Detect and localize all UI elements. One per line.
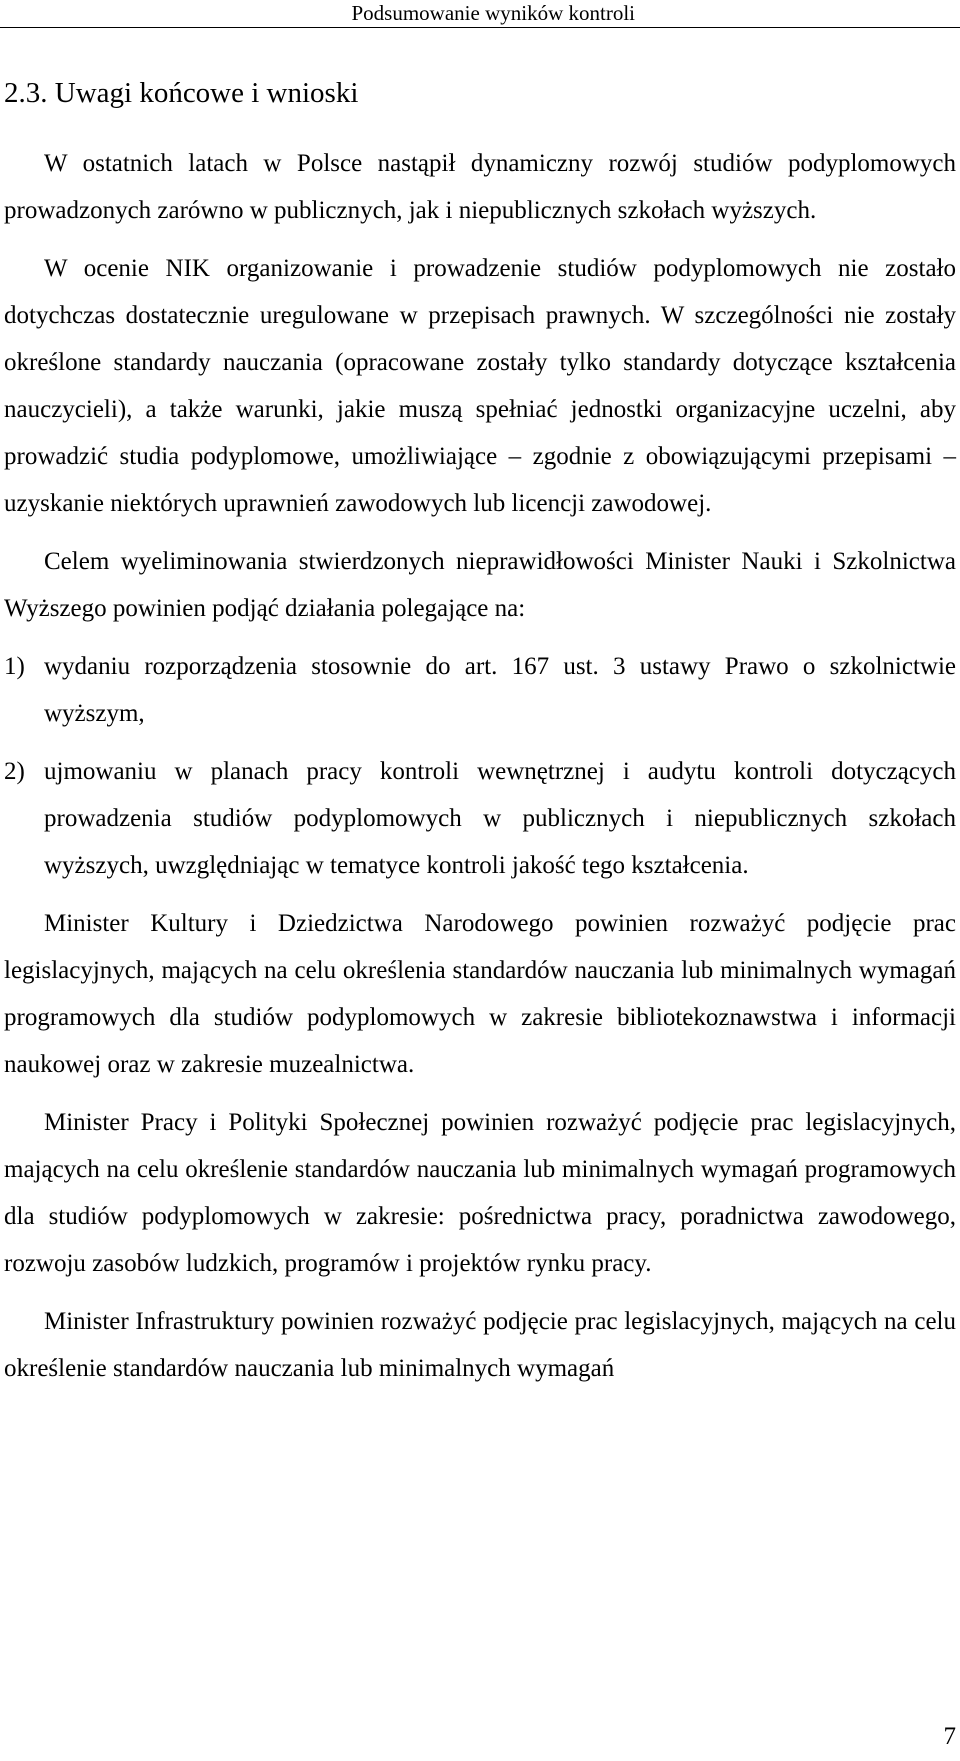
running-header (0, 0, 960, 28)
recommendation-text: ujmowaniu w planach pracy kontroli wewnętrznej i audytu kontroli dotyczących prowadzenia studiów podyplomowych w publicznych i niepublicznych szkołach wyższych, uwzględniając w tematyce kontroli jakość tego kształcenia. (44, 758, 956, 879)
paragraph-minister-culture: Minister Kultury i Dziedzictwa Narodowego powinien rozważyć podjęcie prac legislacyjnych, mających na celu określenia standardów nauczania lub minimalnych wymagań programowych dla studiów podyplomowych w zakresie bibliotekoznawstwa i informacji naukowej oraz w zakresie muzealnictwa. (4, 910, 956, 1078)
recommendation-number: 2) (4, 758, 25, 785)
recommendation-text: wydaniu rozporządzenia stosownie do art. 167 ust. 3 ustawy Prawo o szkolnictwie wyższym, (44, 653, 956, 727)
recommendation-item (4, 643, 956, 737)
paragraph-minister-infrastructure: Minister Infrastruktury powinien rozważyć podjęcie prac legislacyjnych, mających na celu określenie standardów nauczania lub minimalnych wymagań (4, 1308, 956, 1382)
paragraph-minister-labour: Minister Pracy i Polityki Społecznej powinien rozważyć podjęcie prac legislacyjnych, mających na celu określenie standardów nauczania lub minimalnych wymagań programowych dla studiów podyplomowych w zakresie: pośrednictwa pracy, poradnictwa zawodowego, rozwoju zasobów ludzkich, programów i projektów rynku pracy. (4, 1109, 956, 1277)
recommendations-list (4, 643, 956, 889)
paragraph-minister-science: Celem wyeliminowania stwierdzonych nieprawidłowości Minister Nauki i Szkolnictwa Wyższego powinien podjąć działania polegające na: (4, 548, 956, 622)
section-heading: 2.3. Uwagi końcowe i wnioski (4, 77, 359, 109)
recommendation-number: 1) (4, 653, 25, 680)
running-header-title: Podsumowanie wyników kontroli (351, 1, 635, 25)
paragraph-intro: W ostatnich latach w Polsce nastąpił dynamiczny rozwój studiów podyplomowych prowadzonych zarówno w publicznych, jak i niepublicznych szkołach wyższych. (4, 150, 956, 224)
recommendation-item (4, 748, 956, 889)
paragraph-nik-assessment: W ocenie NIK organizowanie i prowadzenie studiów podyplomowych nie zostało dotychczas dostatecznie uregulowane w przepisach prawnych. W szczególności nie zostały określone standardy nauczania (opracowane zostały tylko standardy dotyczące kształcenia nauczycieli), a także warunki, jakie muszą spełniać jednostki organizacyjne uczelni, aby prowadzić studia podyplomowe, umożliwiające – zgodnie z obowiązującymi przepisami – uzyskanie niektórych uprawnień zawodowych lub licencji zawodowej. (4, 255, 956, 517)
page-number: 7 (943, 1723, 956, 1750)
document-body (4, 140, 956, 1392)
